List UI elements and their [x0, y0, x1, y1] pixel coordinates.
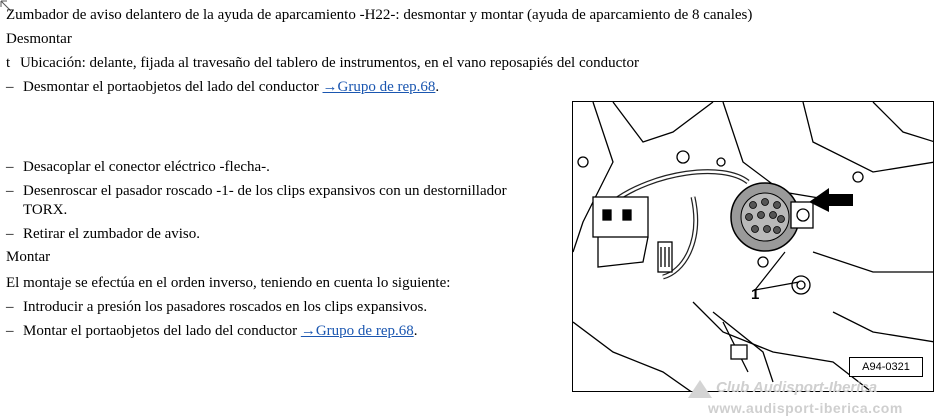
step-unscrew-pin — [6, 182, 507, 200]
technical-illustration — [572, 101, 934, 392]
step-text: Desacoplar el conector eléctrico -flecha-. — [23, 159, 270, 175]
step-disconnect-connector — [6, 158, 270, 176]
dash-marker: – — [6, 159, 14, 175]
callout-number: 1 — [751, 286, 760, 303]
watermark-logo-icon — [686, 378, 714, 400]
dash-marker: – — [6, 323, 14, 339]
watermark-club-name: Club Audisport-Iberica — [716, 379, 878, 396]
montar-intro: El montaje se efectúa en el orden inverso, teniendo en cuenta lo siguiente: — [6, 275, 451, 291]
step-period: . — [413, 323, 418, 339]
step-install-storage — [6, 322, 417, 340]
step-text: Desmontar el portaobjetos del lado del conductor — [23, 79, 323, 95]
location-note — [6, 54, 639, 72]
dash-marker: – — [6, 183, 14, 199]
step-text: Desenroscar el pasador roscado -1- de los clips expansivos con un destornillador — [23, 183, 507, 199]
link-grupo-rep-68[interactable]: →Grupo de rep.68 — [300, 323, 414, 339]
figure-reference-label: A94-0321 — [849, 357, 923, 377]
step-text: Retirar el zumbador de aviso. — [23, 226, 201, 242]
dash-marker: – — [6, 299, 14, 315]
link-grupo-rep-68[interactable]: →Grupo de rep.68 — [322, 79, 436, 95]
illustration-drawing — [573, 102, 934, 392]
watermark-url: www.audisport-iberica.com — [708, 400, 903, 416]
section-heading-montar: Montar — [6, 249, 51, 265]
step-remove-storage — [6, 78, 439, 96]
step-text: Montar el portaobjetos del lado del conductor — [23, 323, 301, 339]
dash-marker: – — [6, 79, 14, 95]
section-heading-desmontar: Desmontar — [6, 31, 72, 47]
step-unscrew-pin-continued: TORX. — [23, 202, 68, 218]
step-text: Introducir a presión los pasadores roscados en los clips expansivos. — [23, 299, 428, 315]
step-press-pins — [6, 298, 427, 316]
document-title: Zumbador de aviso delantero de la ayuda de aparcamiento -H22-: desmontar y montar (ayuda de aparcamiento de 8 canales) — [6, 7, 753, 23]
bullet-marker: t — [6, 55, 11, 71]
dash-marker: – — [6, 226, 14, 242]
step-remove-buzzer — [6, 225, 200, 243]
location-text: Ubicación: delante, fijada al travesaño del tablero de instrumentos, en el vano reposapiés del conductor — [20, 55, 639, 71]
step-period: . — [435, 79, 440, 95]
